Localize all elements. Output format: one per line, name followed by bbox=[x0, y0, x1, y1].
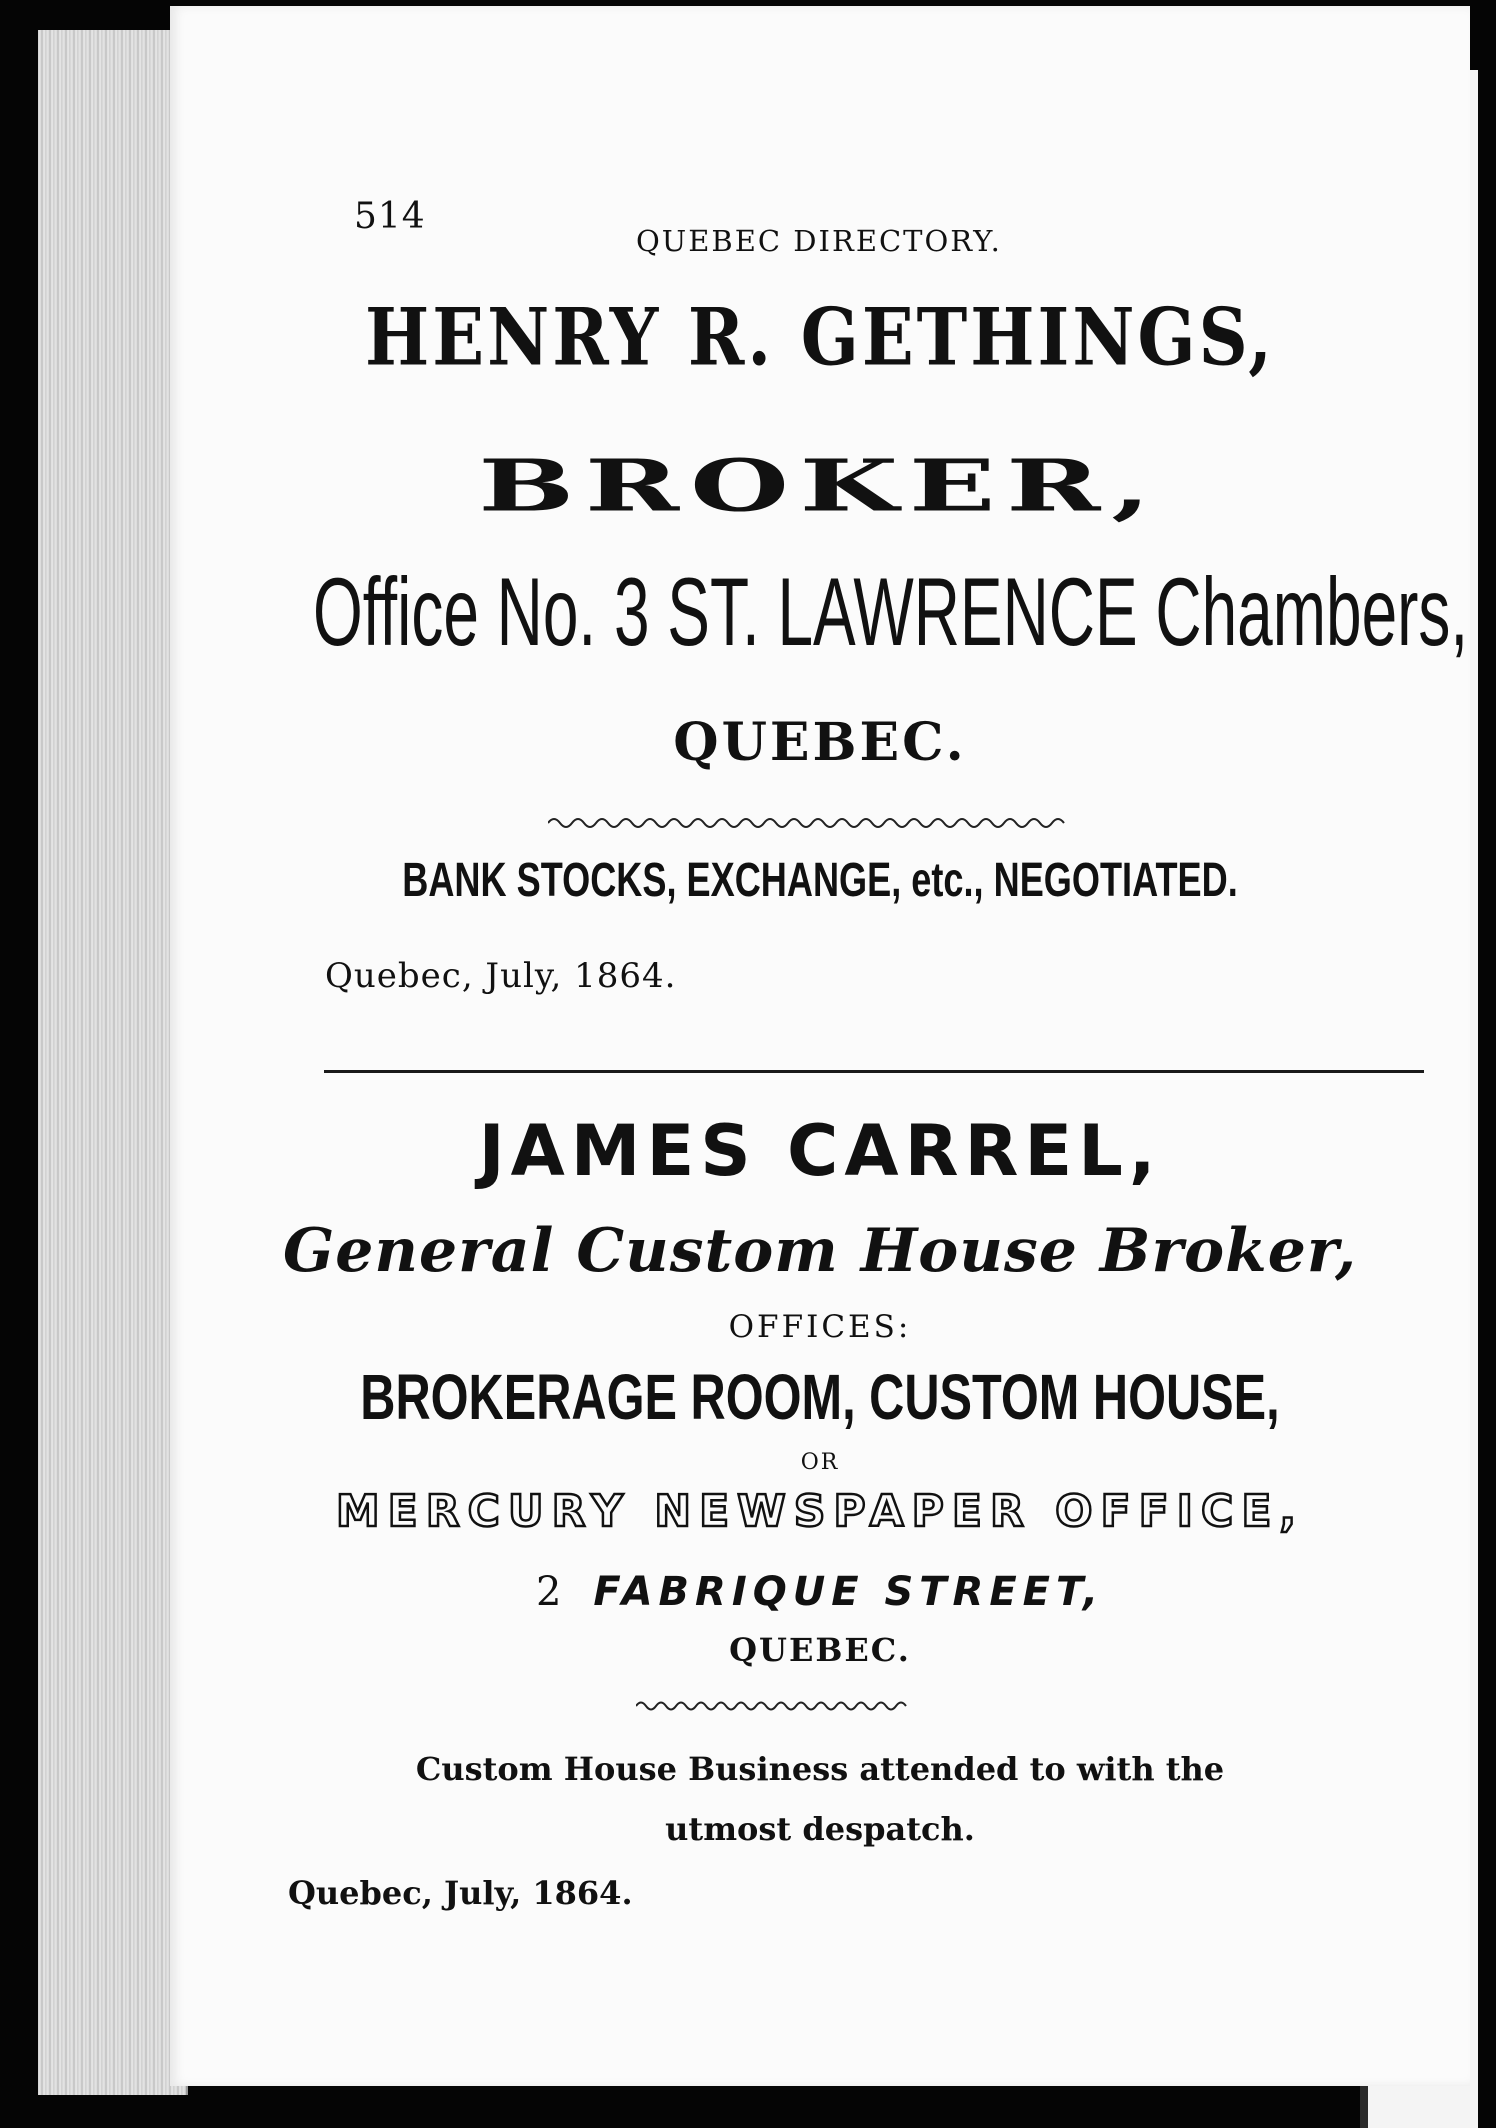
page-edges bbox=[38, 30, 188, 2095]
page-number: 514 bbox=[354, 196, 426, 237]
carrel-office-1: BROKERAGE ROOM, CUSTOM HOUSE, bbox=[360, 1361, 1280, 1434]
street-name: FABRIQUE STREET, bbox=[593, 1569, 1105, 1615]
carrel-street bbox=[170, 1569, 1470, 1615]
gethings-services: BANK STOCKS, EXCHANGE, etc., NEGOTIATED. bbox=[402, 852, 1238, 907]
section-rule bbox=[324, 1070, 1424, 1073]
gethings-trade: BROKER, bbox=[478, 443, 1162, 528]
gethings-name: HENRY R. GETHINGS, bbox=[365, 292, 1275, 384]
carrel-name: JAMES CARREL, bbox=[478, 1110, 1162, 1192]
wavy-divider bbox=[548, 814, 1070, 832]
or-label: OR bbox=[800, 1450, 840, 1475]
gethings-city: QUEBEC. bbox=[673, 712, 967, 773]
carrel-note-line-1: Custom House Business attended to with the bbox=[415, 1750, 1225, 1788]
carrel-date: Quebec, July, 1864. bbox=[288, 1874, 633, 1912]
offices-label: OFFICES: bbox=[728, 1309, 912, 1345]
directory-page bbox=[170, 6, 1470, 2086]
carrel-title: General Custom House Broker, bbox=[282, 1216, 1358, 1286]
carrel-note-line-2: utmost despatch. bbox=[665, 1810, 975, 1848]
carrel-office-2: MERCURY NEWSPAPER OFFICE, bbox=[335, 1486, 1305, 1537]
gethings-date: Quebec, July, 1864. bbox=[325, 956, 677, 996]
wavy-divider-2 bbox=[636, 1698, 912, 1714]
gethings-office: Office No. 3 ST. LAWRENCE Chambers, bbox=[313, 558, 1469, 667]
street-number: 2 bbox=[535, 1569, 568, 1615]
carrel-city: QUEBEC. bbox=[729, 1631, 911, 1669]
running-head: QUEBEC DIRECTORY. bbox=[636, 224, 1002, 258]
